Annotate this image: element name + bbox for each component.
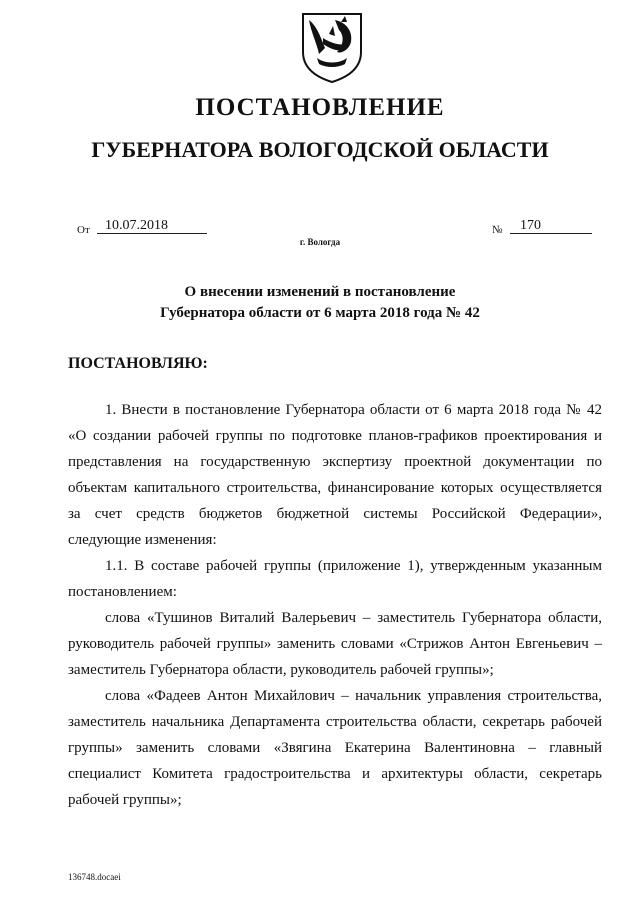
- city-name: г. Вологда: [299, 237, 341, 247]
- decree-word: ПОСТАНОВЛЯЮ:: [68, 355, 208, 372]
- paragraph-1: 1. Внести в постановление Губернатора области от 6 марта 2018 года № 42 «О создании рабочей группы по подготовке планов-графиков проектирования и представления на государственную экспертизу проектной документации по объектам капитального строительства, финансирование которых осуществляется за счет средств бюджетов бюджетной системы Российской Федерации», следующие изменения:: [68, 402, 602, 548]
- file-name: 136748.docaei: [68, 872, 121, 882]
- document-subtitle: ГУБЕРНАТОРА ВОЛОГОДСКОЙ ОБЛАСТИ: [91, 137, 549, 162]
- subject-line-1: О внесении изменений в постановление: [184, 284, 456, 300]
- document-body: [68, 397, 602, 813]
- subject-line-2: Губернатора области от 6 марта 2018 года № 42: [160, 305, 480, 321]
- date-prefix: От: [77, 224, 90, 236]
- paragraph-4: слова «Фадеев Антон Михайлович – начальник управления строительства, заместитель начальника Департамента строительства области, секретарь рабочей группы» заменить словами «Звягина Екатерина Валентиновна – главный специалист Комитета градостроительства и архитектуры области, секретарь рабочей группы»;: [68, 688, 602, 808]
- number-value: 170: [510, 219, 592, 234]
- paragraph-3: слова «Тушинов Виталий Валерьевич – заместитель Губернатора области, руководитель рабочей группы» заменить словами «Стрижов Антон Евгеньевич – заместитель Губернатора области, руководитель рабочей группы»;: [68, 610, 602, 678]
- number-prefix: №: [492, 224, 503, 236]
- coat-of-arms-emblem: [299, 8, 365, 84]
- date-value: 10.07.2018: [97, 219, 207, 234]
- paragraph-2: 1.1. В составе рабочей группы (приложение 1), утвержденным указанным постановлением:: [68, 558, 602, 600]
- document-title: ПОСТАНОВЛЕНИЕ: [195, 94, 445, 121]
